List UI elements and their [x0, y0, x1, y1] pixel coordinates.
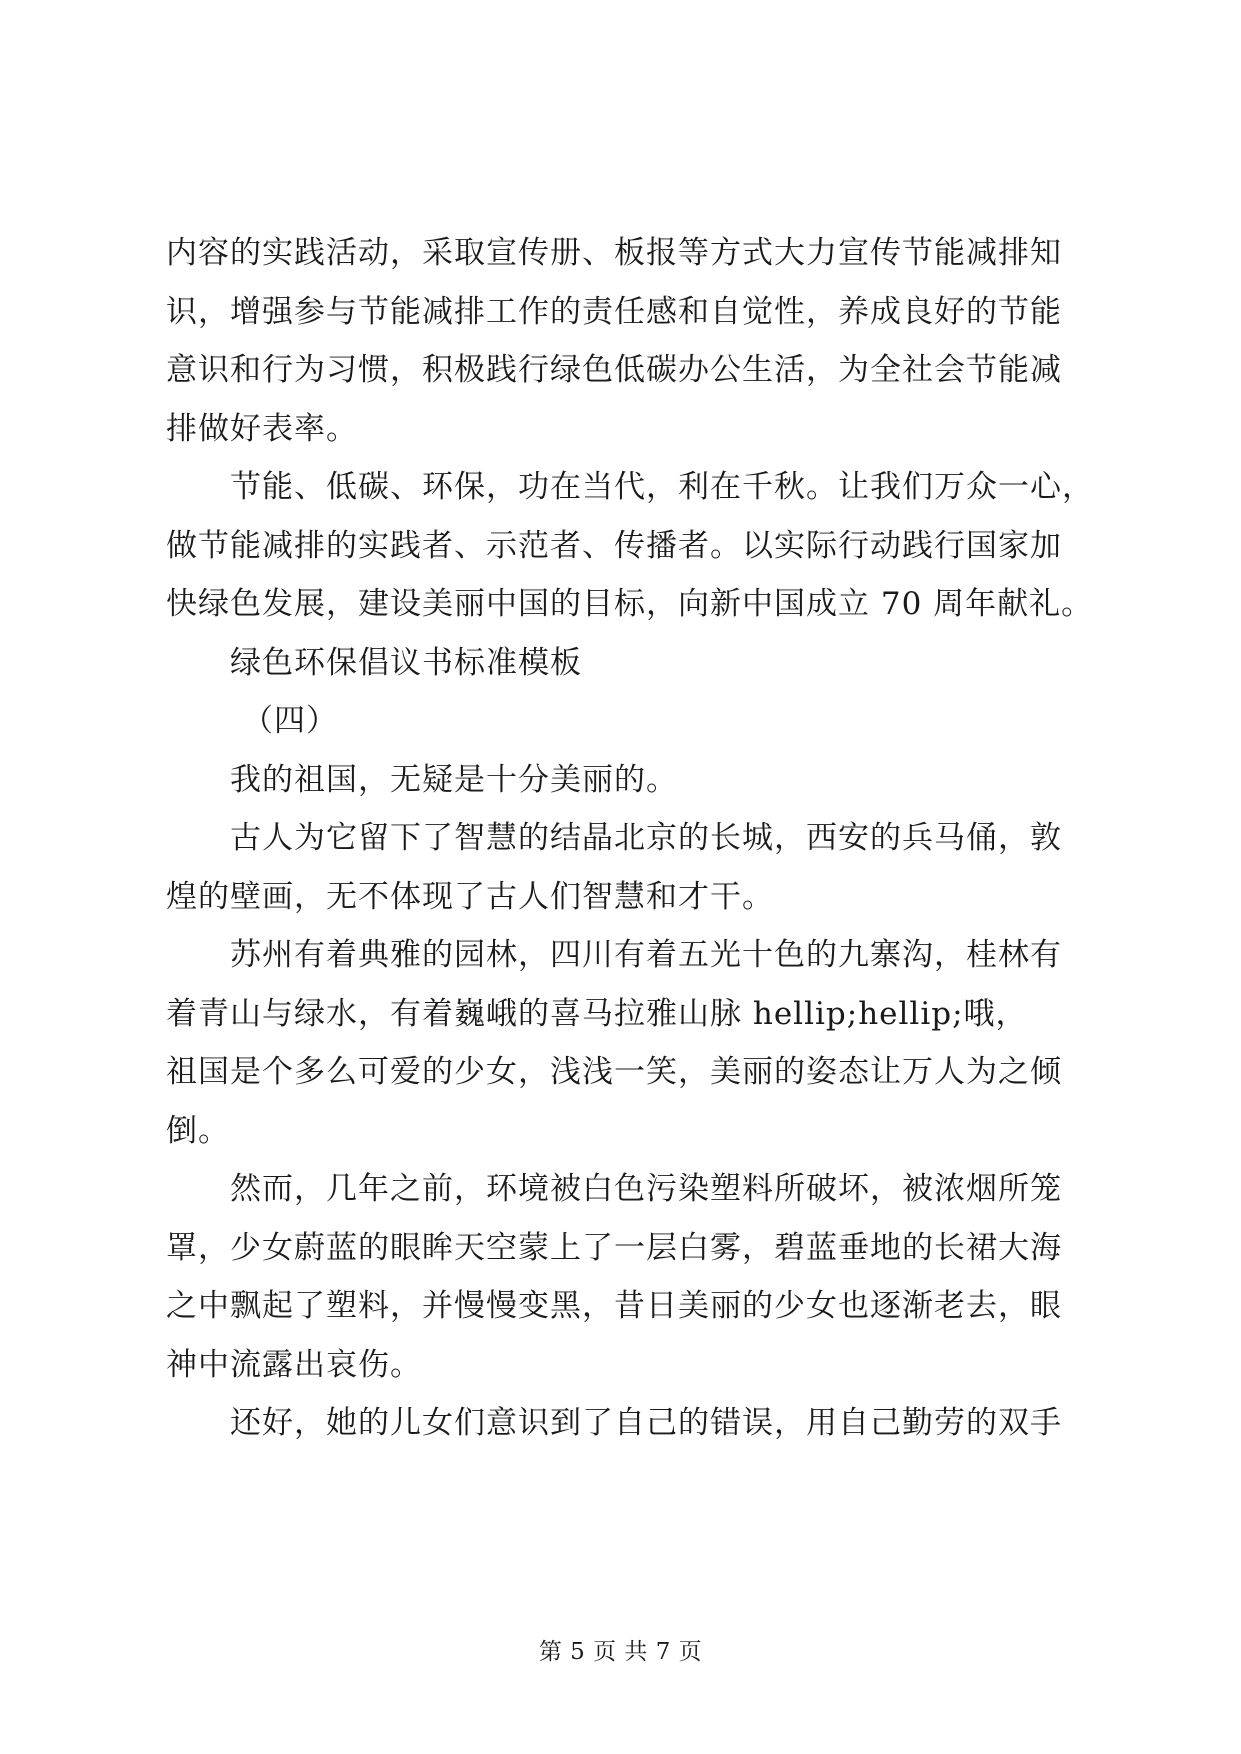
paragraph-line: 快绿色发展，建设美丽中国的目标，向新中国成立 70 周年献礼。: [166, 586, 1094, 622]
paragraph-line: 煌的壁画，无不体现了古人们智慧和才干。: [166, 878, 774, 915]
paragraph-line: 着青山与绿水，有着巍峨的喜马拉雅山脉 hellip;hellip;哦，: [166, 995, 1028, 1032]
paragraph-line: 罩，少女蔚蓝的眼眸天空蒙上了一层白雾，碧蓝垂地的长裙大海: [166, 1229, 1062, 1266]
paragraph-line: 我的祖国，无疑是十分美丽的。: [230, 761, 678, 798]
paragraph-line: 之中飘起了塑料，并慢慢变黑，昔日美丽的少女也逐渐老去，眼: [166, 1288, 1062, 1324]
paragraph-line: 意识和行为习惯，积极践行绿色低碳办公生活，为全社会节能减: [166, 352, 1062, 388]
section-heading: 绿色环保倡议书标准模板: [230, 644, 582, 681]
paragraph-line: 节能、低碳、环保，功在当代，利在千秋。让我们万众一心，: [230, 469, 1094, 505]
paragraph-line: 倒。: [166, 1112, 230, 1149]
page-number-footer: 第 5 页 共 7 页: [538, 1639, 703, 1665]
document-body: [166, 224, 1094, 1453]
paragraph-line: 排做好表率。: [166, 410, 358, 447]
section-number: （四）: [242, 703, 338, 739]
paragraph-line: 做节能减排的实践者、示范者、传播者。以实际行动践行国家加: [166, 527, 1062, 564]
paragraph-line: 古人为它留下了智慧的结晶北京的长城，西安的兵马俑，敦: [230, 820, 1062, 856]
paragraph-line: 还好，她的儿女们意识到了自己的错误，用自己勤劳的双手: [230, 1405, 1062, 1441]
paragraph-line: 神中流露出哀伤。: [166, 1346, 422, 1383]
paragraph-line: 内容的实践活动，采取宣传册、板报等方式大力宣传节能减排知: [166, 235, 1062, 271]
paragraph-line: 识，增强参与节能减排工作的责任感和自觉性，养成良好的节能: [166, 293, 1062, 330]
paragraph-line: 祖国是个多么可爱的少女，浅浅一笑，美丽的姿态让万人为之倾: [166, 1054, 1062, 1090]
paragraph-line: 苏州有着典雅的园林，四川有着五光十色的九寨沟，桂林有: [230, 937, 1062, 973]
paragraph-line: 然而，几年之前，环境被白色污染塑料所破坏，被浓烟所笼: [230, 1171, 1062, 1207]
